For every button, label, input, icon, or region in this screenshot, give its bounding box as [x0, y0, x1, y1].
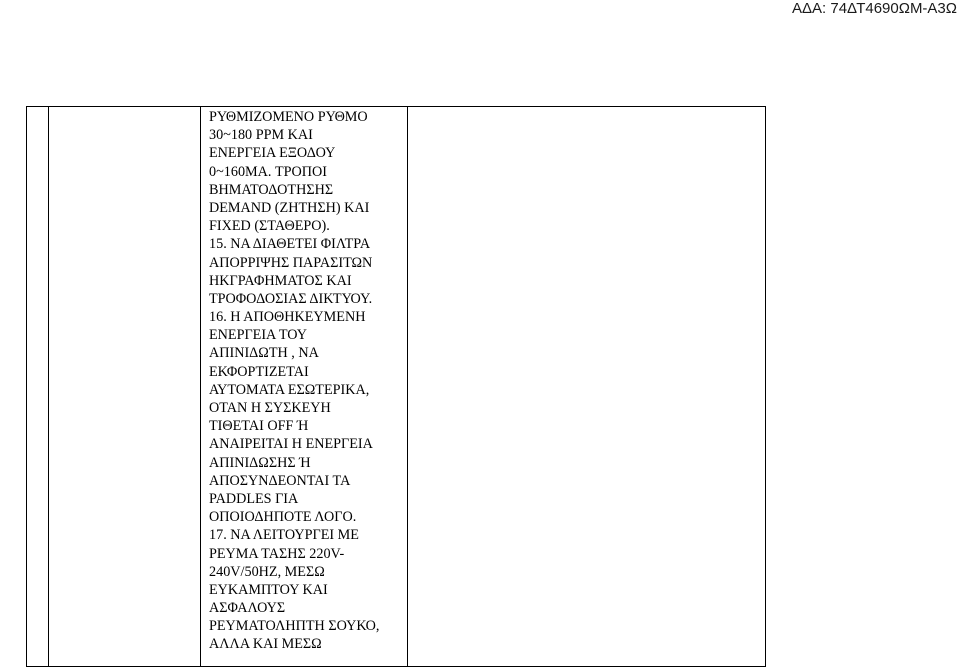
description-line: ΕΥΚΑΜΠΤΟΥ ΚΑΙ — [209, 581, 328, 598]
description-line: ΑΠΙΝΙΔΩΣΗΣ Ή — [209, 454, 311, 471]
description-line: ΟΠΟΙΟΔΗΠΟΤΕ ΛΟΓΟ. — [209, 509, 357, 526]
description-line: FIXED (ΣΤΑΘΕΡΟ). — [209, 218, 330, 235]
description-line: DEMAND (ΖΗΤΗΣΗ) ΚΑΙ — [209, 199, 370, 216]
description-line: ΡΕΥΜΑ ΤΑΣΗΣ 220V- — [209, 545, 345, 562]
description-line: ΡΥΘΜΙΖΟΜΕΝΟ ΡΥΘΜΟ — [209, 109, 368, 125]
description-line: ΑΠΟΣΥΝΔΕΟΝΤΑΙ ΤΑ — [209, 472, 351, 489]
description-line: 15. ΝΑ ΔΙΑΘΕΤΕΙ ΦΙΛΤΡΑ — [209, 236, 371, 253]
description-line: 16. Η ΑΠΟΘΗΚΕΥΜΕΝΗ — [209, 309, 366, 326]
description-line: ΑΥΤΟΜΑΤΑ ΕΣΩΤΕΡΙΚΑ, — [209, 381, 370, 398]
column-border-2 — [48, 106, 49, 667]
description-line: PADDLES ΓΙΑ — [209, 490, 299, 507]
description-line: ΑΛΛΑ ΚΑΙ ΜΕΣΩ — [209, 636, 322, 653]
description-line: ΑΠΟΡΡΙΨΗΣ ΠΑΡΑΣΙΤΩΝ — [209, 254, 373, 271]
column-border-4 — [407, 106, 408, 667]
description-line: ΕΝΕΡΓΕΙΑ ΕΞΟΔΟΥ — [209, 145, 336, 162]
description-line: 30~180 PPM ΚΑΙ — [209, 127, 313, 144]
document-id-header: ΑΔΑ: 74ΔΤ4690ΩΜ-Α3Ω — [792, 0, 957, 17]
column-border-5 — [765, 106, 766, 667]
description-line: 17. ΝΑ ΛΕΙΤΟΥΡΓΕΙ ΜΕ — [209, 527, 359, 544]
description-line: ΟΤΑΝ Η ΣΥΣΚΕΥΗ — [209, 400, 331, 416]
description-line: ΑΣΦΑΛΟΥΣ — [209, 600, 286, 617]
description-line: ΤΡΟΦΟΔΟΣΙΑΣ ΔΙΚΤΥΟΥ. — [209, 290, 373, 307]
description-line: 240V/50HZ, ΜΕΣΩ — [209, 563, 325, 580]
description-line: ΕΝΕΡΓΕΙΑ ΤΟΥ — [209, 327, 308, 344]
description-line: ΒΗΜΑΤΟΔΟΤΗΣΗΣ — [209, 181, 334, 198]
description-line: ΕΚΦΟΡΤΙΖΕΤΑΙ — [209, 363, 309, 380]
description-line: ΤΙΘΕΤΑΙ OFF Ή — [209, 418, 309, 435]
description-line: 0~160MA. ΤΡΟΠΟΙ — [209, 163, 328, 180]
description-line: ΗΚΓΡΑΦΗΜΑΤΟΣ ΚΑΙ — [209, 272, 352, 289]
description-line: ΑΝΑΙΡΕΙΤΑΙ Η ΕΝΕΡΓΕΙΑ — [209, 436, 373, 453]
table-top-border — [26, 106, 766, 107]
column-border-3 — [200, 106, 201, 667]
description-line: ΡΕΥΜΑΤΟΛΗΠΤΗ ΣΟΥΚΟ, — [209, 618, 380, 635]
column-border-1 — [26, 106, 27, 667]
specification-description-cell — [209, 108, 405, 654]
description-line: ΑΠΙΝΙΔΩΤΗ , ΝΑ — [209, 345, 319, 362]
